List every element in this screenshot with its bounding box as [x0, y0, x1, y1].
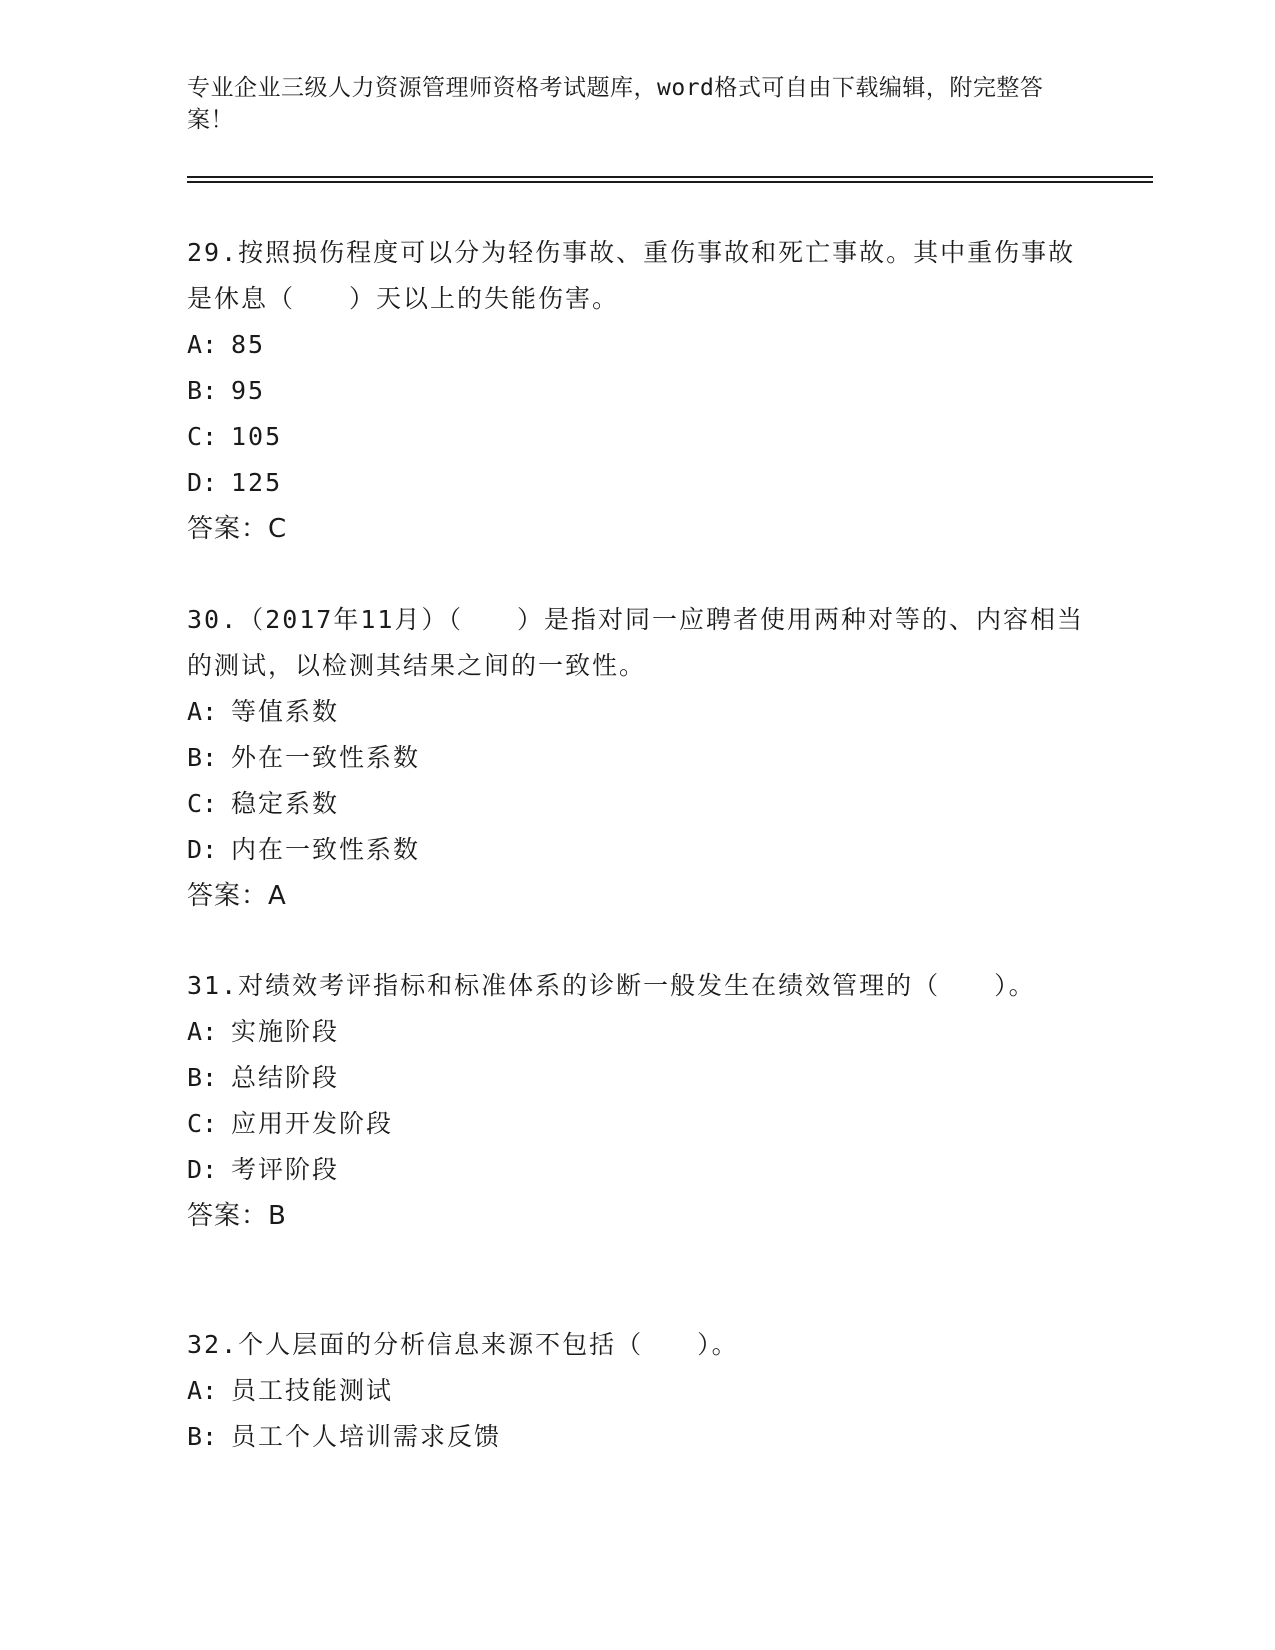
option-d: D: 125 — [187, 468, 283, 497]
option-b: B: 总结阶段 — [187, 1063, 340, 1092]
question-stem: 30.（2017年11月）（ ）是指对同一应聘者使用两种对等的、内容相当的测试，以检测其结果之间的一致性。 — [187, 605, 1084, 680]
option-a: A: 员工技能测试 — [187, 1376, 394, 1405]
question-29 — [187, 230, 1087, 552]
question-stem: 32.个人层面的分析信息来源不包括（ ）。 — [187, 1330, 739, 1359]
header-rule-bottom — [187, 181, 1153, 183]
option-c: C: 稳定系数 — [187, 789, 340, 818]
option-d: D: 内在一致性系数 — [187, 835, 421, 864]
question-stem: 31.对绩效考评指标和标准体系的诊断一般发生在绩效管理的（ ）。 — [187, 971, 1036, 1000]
answer-line: 答案：A — [187, 881, 287, 911]
option-b: B: 外在一致性系数 — [187, 743, 421, 772]
option-b: B: 员工个人培训需求反馈 — [187, 1422, 502, 1451]
answer-line: 答案：B — [187, 1201, 287, 1231]
option-a: A: 实施阶段 — [187, 1017, 340, 1046]
option-d: D: 考评阶段 — [187, 1155, 340, 1184]
header-rule-top — [187, 176, 1153, 178]
question-31 — [187, 963, 1087, 1239]
question-stem: 29.按照损伤程度可以分为轻伤事故、重伤事故和死亡事故。其中重伤事故是休息（ ）天以上的失能伤害。 — [187, 238, 1076, 313]
option-c: C: 105 — [187, 422, 283, 451]
option-a: A: 85 — [187, 330, 266, 359]
option-b: B: 95 — [187, 376, 266, 405]
option-c: C: 应用开发阶段 — [187, 1109, 394, 1138]
answer-line: 答案：C — [187, 514, 288, 544]
question-30 — [187, 597, 1087, 919]
option-a: A: 等值系数 — [187, 697, 340, 726]
document-header: 专业企业三级人力资源管理师资格考试题库，word格式可自由下载编辑，附完整答案！ — [187, 75, 1044, 133]
question-32 — [187, 1322, 1087, 1460]
